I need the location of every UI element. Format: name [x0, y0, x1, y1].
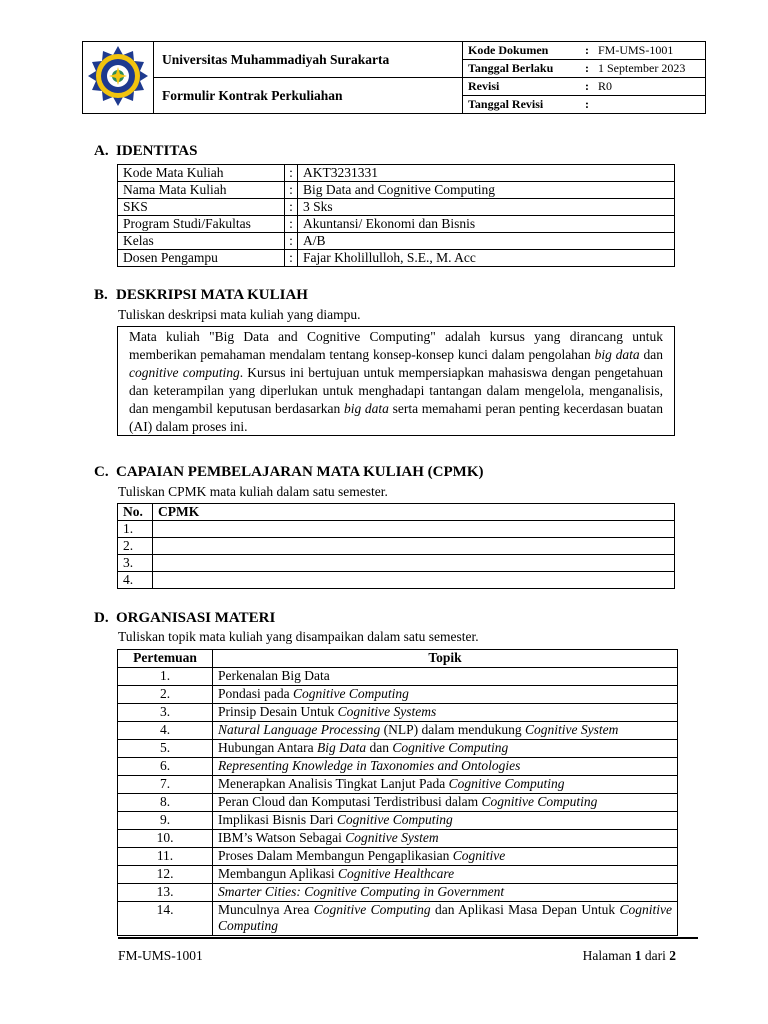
materi-pertemuan: 7. — [118, 776, 213, 794]
materi-col-topik: Topik — [213, 650, 678, 668]
section-deskripsi-title — [94, 287, 308, 304]
meta-colon: : — [581, 42, 593, 60]
italic-text: Natural Language Processing — [218, 722, 381, 737]
text-segment: Hubungan Antara — [218, 740, 317, 755]
text-segment: serta memahami peran penting kecerdasan buatan (AI) dalam proses ini. — [129, 401, 663, 434]
cpmk-row — [118, 572, 675, 589]
section-title-text: CAPAIAN PEMBELAJARAN MATA KULIAH (CPMK) — [116, 464, 484, 480]
materi-row — [118, 884, 678, 902]
section-cpmk-title — [94, 464, 483, 481]
identitas-colon: : — [285, 165, 298, 182]
cpmk-number: 3. — [118, 555, 153, 572]
materi-row — [118, 902, 678, 936]
text-segment: dan — [366, 740, 393, 755]
cpmk-row — [118, 521, 675, 538]
materi-pertemuan: 14. — [118, 902, 213, 936]
identitas-label: Dosen Pengampu — [118, 250, 285, 267]
text-segment: dan — [639, 347, 663, 362]
materi-row — [118, 758, 678, 776]
text-segment: Prinsip Desain Untuk — [218, 704, 338, 719]
identitas-value: AKT3231331 — [298, 165, 675, 182]
materi-pertemuan: 4. — [118, 722, 213, 740]
italic-text: big data — [594, 347, 640, 362]
text-segment: dan Aplikasi Masa Depan Untuk — [430, 902, 620, 917]
italic-text: Cognitive System — [525, 722, 619, 737]
text-segment: Mata kuliah "Big Data and Cognitive Computing" adalah kursus yang dirancang untuk memberikan pemahaman mendalam tentang konsep-konsep kunci dalam pengolahan — [129, 329, 663, 362]
meta-colon: : — [581, 78, 593, 96]
materi-pertemuan: 3. — [118, 704, 213, 722]
text-segment: Implikasi Bisnis Dari — [218, 812, 337, 827]
identitas-row — [118, 199, 675, 216]
italic-text: cognitive computing — [129, 365, 240, 380]
identitas-value: A/B — [298, 233, 675, 250]
materi-topik — [213, 704, 678, 722]
identitas-colon: : — [285, 182, 298, 199]
materi-row — [118, 668, 678, 686]
identitas-colon: : — [285, 233, 298, 250]
identitas-colon: : — [285, 199, 298, 216]
materi-col-pertemuan: Pertemuan — [118, 650, 213, 668]
identitas-colon: : — [285, 250, 298, 267]
cpmk-instruction: Tuliskan CPMK mata kuliah dalam satu semester. — [118, 484, 388, 499]
meta-value: FM-UMS-1001 — [593, 42, 706, 60]
meta-value: 1 September 2023 — [593, 60, 706, 78]
cpmk-row — [118, 538, 675, 555]
footer-doc-code: FM-UMS-1001 — [118, 948, 203, 963]
text-segment: IBM’s Watson Sebagai — [218, 830, 346, 845]
text-segment: Munculnya Area — [218, 902, 314, 917]
identitas-value: 3 Sks — [298, 199, 675, 216]
meta-colon: : — [581, 96, 593, 114]
page-prefix: Halaman — [582, 948, 635, 963]
identitas-value: Akuntansi/ Ekonomi dan Bisnis — [298, 216, 675, 233]
italic-text: big data — [343, 401, 389, 416]
materi-topik — [213, 686, 678, 704]
meta-value — [593, 96, 706, 114]
meta-label: Kode Dokumen — [463, 42, 582, 60]
materi-row — [118, 704, 678, 722]
materi-pertemuan: 13. — [118, 884, 213, 902]
materi-row — [118, 776, 678, 794]
materi-topik — [213, 668, 678, 686]
cpmk-table — [117, 503, 675, 589]
italic-text: Cognitive Computing — [336, 812, 453, 827]
italic-text: Cognitive Computing — [293, 686, 409, 701]
materi-row — [118, 722, 678, 740]
text-segment: Menerapkan Analisis Tingkat Lanjut Pada — [218, 776, 449, 791]
italic-text: Cognitive System — [345, 830, 439, 845]
section-title-text: IDENTITAS — [116, 143, 198, 159]
section-materi-title — [94, 610, 275, 627]
identitas-colon: : — [285, 216, 298, 233]
identitas-row — [118, 165, 675, 182]
identitas-label: Program Studi/Fakultas — [118, 216, 285, 233]
materi-pertemuan: 5. — [118, 740, 213, 758]
footer-divider — [118, 937, 698, 939]
section-title-text: ORGANISASI MATERI — [116, 610, 276, 626]
cpmk-number: 2. — [118, 538, 153, 555]
section-identitas-title — [94, 143, 197, 160]
section-letter: A. — [94, 143, 109, 159]
materi-topik — [213, 884, 678, 902]
text-segment: Perkenalan Big Data — [218, 668, 330, 683]
materi-row — [118, 866, 678, 884]
section-letter: D. — [94, 610, 109, 626]
materi-pertemuan: 8. — [118, 794, 213, 812]
identitas-row — [118, 233, 675, 250]
section-title-text: DESKRIPSI MATA KULIAH — [116, 287, 308, 303]
italic-text: Smarter Cities: Cognitive Computing in Government — [218, 884, 505, 899]
italic-text: Representing Knowledge in Taxonomies and Ontologies — [218, 758, 521, 773]
italic-text: Cognitive — [452, 848, 506, 863]
section-letter: B. — [94, 287, 108, 303]
text-segment: Pondasi pada — [218, 686, 293, 701]
materi-topik — [213, 812, 678, 830]
materi-instruction: Tuliskan topik mata kuliah yang disampaikan dalam satu semester. — [118, 629, 479, 644]
materi-row — [118, 794, 678, 812]
deskripsi-instruction: Tuliskan deskripsi mata kuliah yang diampu. — [118, 307, 361, 322]
italic-text: Cognitive Computing — [448, 776, 565, 791]
materi-topik — [213, 830, 678, 848]
identitas-label: Kode Mata Kuliah — [118, 165, 285, 182]
materi-topik — [213, 776, 678, 794]
materi-pertemuan: 1. — [118, 668, 213, 686]
italic-text: Big Data — [316, 740, 367, 755]
identitas-table — [117, 164, 675, 267]
cpmk-content — [153, 521, 675, 538]
cpmk-content — [153, 538, 675, 555]
italic-text: Cognitive Computing — [392, 740, 509, 755]
italic-text: Cognitive Computing — [313, 902, 431, 917]
deskripsi-text-box — [117, 326, 675, 436]
italic-text: Cognitive Systems — [337, 704, 437, 719]
materi-row — [118, 686, 678, 704]
materi-topik — [213, 848, 678, 866]
materi-pertemuan: 9. — [118, 812, 213, 830]
materi-pertemuan: 6. — [118, 758, 213, 776]
text-segment: Membangun Aplikasi — [218, 866, 338, 881]
materi-topik — [213, 722, 678, 740]
identitas-value: Fajar Kholillulloh, S.E., M. Acc — [298, 250, 675, 267]
cpmk-content — [153, 555, 675, 572]
italic-text: Cognitive Healthcare — [338, 866, 455, 881]
section-letter: C. — [94, 464, 109, 480]
materi-row — [118, 812, 678, 830]
materi-pertemuan: 12. — [118, 866, 213, 884]
meta-label: Tanggal Revisi — [463, 96, 582, 114]
materi-header-row — [118, 650, 678, 668]
materi-table — [117, 649, 678, 936]
cpmk-number: 4. — [118, 572, 153, 589]
materi-topik — [213, 758, 678, 776]
meta-label: Tanggal Berlaku — [463, 60, 582, 78]
materi-topik — [213, 794, 678, 812]
logo-cell — [83, 42, 154, 114]
university-logo — [87, 45, 149, 107]
cpmk-header-row — [118, 504, 675, 521]
identitas-label: Kelas — [118, 233, 285, 250]
identitas-row — [118, 182, 675, 199]
page-total: 2 — [669, 948, 676, 963]
form-title: Formulir Kontrak Perkuliahan — [154, 78, 463, 114]
document-header — [82, 41, 706, 114]
page-current: 1 — [634, 948, 642, 963]
materi-row — [118, 740, 678, 758]
cpmk-col-no: No. — [118, 504, 153, 521]
meta-label: Revisi — [463, 78, 582, 96]
identitas-value: Big Data and Cognitive Computing — [298, 182, 675, 199]
meta-value: R0 — [593, 78, 706, 96]
text-segment: (NLP) dalam mendukung — [380, 722, 525, 737]
text-segment: . Kursus ini bertujuan untuk mempersiapkan mahasiswa dengan pengetahuan dan keterampilan yang diperlukan untuk menghadapi tantangan dalam mengelola, menganalisis, dan mengambil keputusan berdasarkan — [129, 365, 663, 416]
italic-text: Cognitive Computing — [481, 794, 598, 809]
footer-page-number — [583, 948, 676, 964]
meta-colon: : — [581, 60, 593, 78]
text-segment: Proses Dalam Membangun Pengaplikasian — [218, 848, 453, 863]
page-mid: dari — [641, 948, 670, 963]
materi-topik — [213, 902, 678, 936]
materi-row — [118, 848, 678, 866]
materi-pertemuan: 10. — [118, 830, 213, 848]
materi-row — [118, 830, 678, 848]
identitas-row — [118, 216, 675, 233]
identitas-row — [118, 250, 675, 267]
cpmk-number: 1. — [118, 521, 153, 538]
materi-pertemuan: 11. — [118, 848, 213, 866]
materi-pertemuan: 2. — [118, 686, 213, 704]
text-segment: Peran Cloud dan Komputasi Terdistribusi dalam — [218, 794, 482, 809]
university-name: Universitas Muhammadiyah Surakarta — [154, 42, 463, 78]
cpmk-col-cpmk: CPMK — [153, 504, 675, 521]
cpmk-row — [118, 555, 675, 572]
italic-text: Cognitive Computing — [218, 902, 673, 933]
cpmk-content — [153, 572, 675, 589]
identitas-label: Nama Mata Kuliah — [118, 182, 285, 199]
materi-topik — [213, 740, 678, 758]
materi-topik — [213, 866, 678, 884]
identitas-label: SKS — [118, 199, 285, 216]
